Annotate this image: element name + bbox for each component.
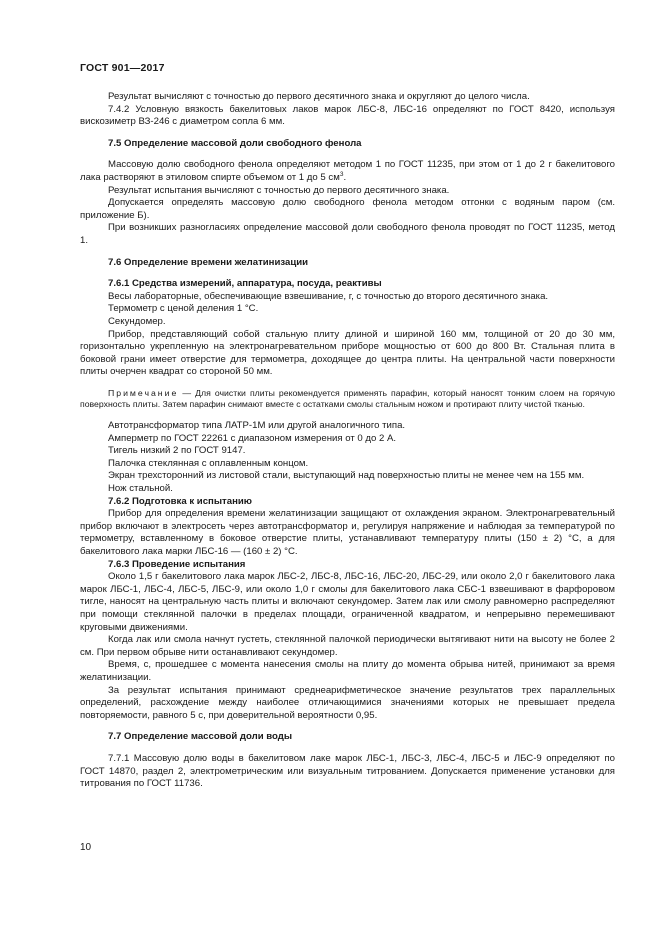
paragraph: Результат вычисляют с точностью до первого десятичного знака и округляют до целого числа. [108,91,530,102]
subsection-heading-7-6-2: 7.6.2 Подготовка к испытанию [108,495,252,507]
paragraph: Нож стальной. [108,483,173,495]
paragraph: При возникших разногласиях определение массовой доли свободного фенола проводят по ГОСТ 11235, метод 1. [80,222,615,246]
paragraph: За результат испытания принимают среднеарифметическое значение результатов трех параллельных определений, расхождение между наиболее отличающимися значениями которых не превышает предела повторяемости, равного 5 с, при доверительной вероятности 0,95. [80,684,615,721]
subsection-heading-7-6-1: 7.6.1 Средства измерений, аппаратура, посуда, реактивы [108,278,382,290]
page-number: 10 [80,842,92,853]
paragraph [80,159,615,184]
document-code-header: ГОСТ 901—2017 [80,62,165,74]
superscript: 3 [339,170,344,178]
paragraph: Палочка стеклянная с оплавленным концом. [108,457,309,469]
note-text: — Для очистки плиты рекомендуется применять парафин, который наносят тонким слоем на горячую поверхность плиты. Затем парафин снимают вместе с остатками смолы стальным ножом и протирают плиту чистой тканью. [80,387,615,410]
paragraph: Прибор, представляющий собой стальную плиту длиной и шириной 160 мм, толщиной от 20 до 30 мм, горизонтально укрепленную на электронагревательном приборе мощностью от 600 до 800 Вт. Стальная плита в боковой грани имеет отверстие для термометра, доходящее до центра плиты. На центральной части поверхности плиты очерчен квадрат со стороной 50 мм. [80,328,615,378]
paragraph: Экран трехсторонний из листовой стали, выступающий над поверхностью плиты не менее чем на 155 мм. [108,470,585,482]
paragraph: Результат испытания вычисляют с точностью до первого десятичного знака. [108,184,450,196]
paragraph: Время, с, прошедшее с момента нанесения смолы на плиту до момента обрыва нитей, принимают за время желатинизации. [80,659,615,683]
paragraph: Допускается определять массовую долю свободного фенола методом отгонки с водяным паром (см. приложение Б). [80,197,615,221]
paragraph-7-4-2: 7.4.2 Условную вязкость бакелитовых лаков марок ЛБС-8, ЛБС-16 определяют по ГОСТ 8420, используя вискозиметр ВЗ-246 с диаметром сопла 6 мм. [80,103,615,128]
note-label: Примечание [108,387,179,398]
paragraph: Секундомер. [108,315,166,327]
paragraph-7-7-1: 7.7.1 Массовую долю воды в бакелитовом лаке марок ЛБС-1, ЛБС-3, ЛБС-4, ЛБС-5 и ЛБС-9 определяют по ГОСТ 14870, раздел 2, электрометрическим или визуальным титрованием. Допускается применение установки для титрования по ГОСТ 11736. [80,752,615,790]
paragraph: Когда лак или смола начнут густеть, стеклянной палочкой периодически вытягивают нити на высоту не более 2 см. При первом обрыве нити останавливают секундомер. [80,634,615,658]
document-body [80,91,615,791]
section-heading-7-5: 7.5 Определение массовой доли свободного фенола [108,137,362,149]
subsection-heading-7-6-3: 7.6.3 Проведение испытания [108,558,246,570]
paragraph: Тигель низкий 2 по ГОСТ 9147. [108,445,246,457]
paragraph: Термометр с ценой деления 1 °С. [108,303,259,315]
paragraph: Автотрансформатор типа ЛАТР-1М или другой аналогичного типа. [108,420,406,432]
section-heading-7-6: 7.6 Определение времени желатинизации [108,256,309,268]
section-heading-7-7: 7.7 Определение массовой доли воды [108,731,293,743]
paragraph: Прибор для определения времени желатинизации защищают от охлаждения экраном. Электронагревательный прибор включают в электросеть через автотрансформатор и, регулируя напряжение и наблюдая за температурой по термометру, вставленному в боковое отверстие плиты, устанавливают температуру плиты (150 ± 2) °С, а для бакелитового лака марки ЛБС-16 — (160 ± 2) °С. [80,508,615,557]
paragraph: Весы лабораторные, обеспечивающие взвешивание, г, с точностью до второго десятичного знака. [108,290,549,302]
text-run: . [343,171,347,183]
paragraph: Около 1,5 г бакелитового лака марок ЛБС-2, ЛБС-8, ЛБС-16, ЛБС-20, ЛБС-29, или около 2,0 г бакелитового лака марок ЛБС-1, ЛБС-4, ЛБС-5, ЛБС-9, или около 1,0 г смолы для бакелитового лака СБС-1 взвешивают в фарфоровом тигле, наносят на центральную часть плиты и включают секундомер. Затем лак или смолу равномерно распределяют при помощи стеклянной палочки в пределах площади, ограниченной квадратом, и непрерывно перемешивают круговыми движениями. [80,571,615,633]
note [80,388,615,411]
paragraph: Амперметр по ГОСТ 22261 с диапазоном измерения от 0 до 2 А. [108,432,397,444]
text-run: Массовую долю свободного фенола определяют методом 1 по ГОСТ 11235, при этом от 1 до 2 г бакелитового лака растворяют в этиловом спирте объемом от 1 до 5 см [80,159,615,183]
